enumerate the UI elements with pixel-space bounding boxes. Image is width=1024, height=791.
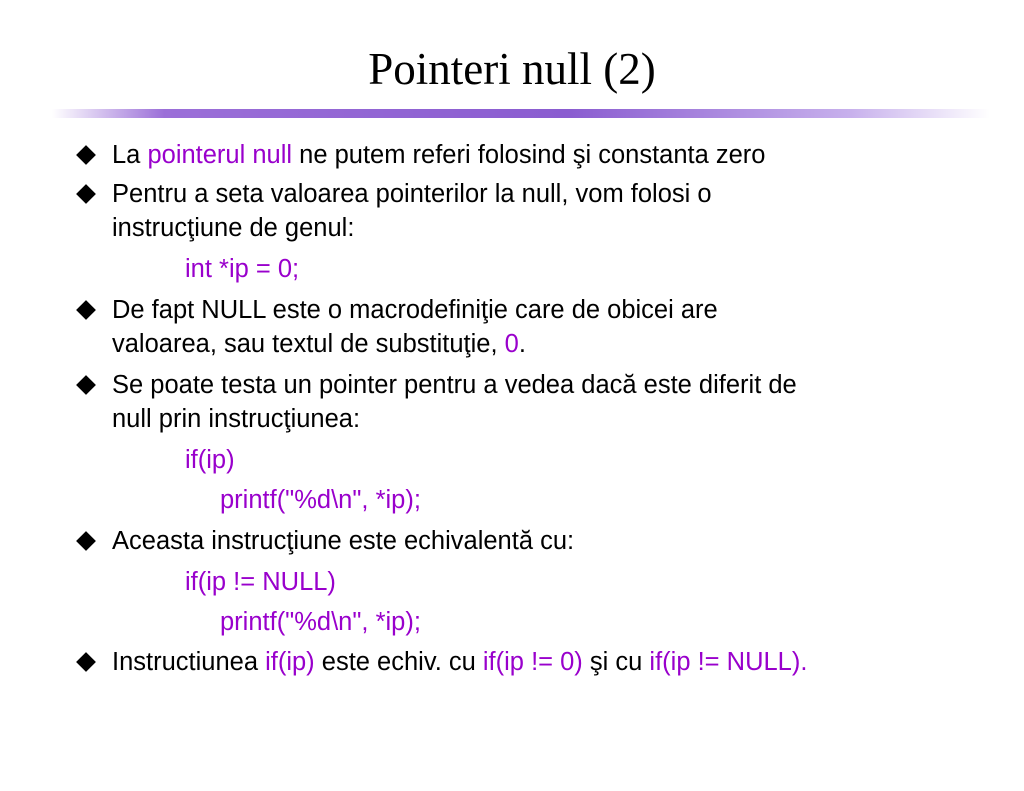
- bullet-2-line-2: instrucţiune de genul:: [112, 214, 355, 242]
- text-run: este echiv. cu: [314, 648, 483, 676]
- diamond-bullet-icon: [76, 652, 96, 672]
- highlight-run: if(ip): [265, 648, 315, 676]
- diamond-bullet-icon: [76, 531, 96, 551]
- text-run: ne putem referi folosind şi constanta zero: [292, 141, 766, 169]
- highlight-run: 0: [504, 330, 519, 358]
- text-run: Instructiunea: [112, 648, 266, 676]
- bullet-1-text: [112, 138, 765, 172]
- diamond-bullet-icon: [76, 300, 96, 320]
- diamond-bullet-icon: [76, 145, 96, 165]
- bullet-4-line-2: null prin instrucţiunea:: [112, 405, 361, 433]
- code-line: printf("%d\n", *ip);: [220, 608, 421, 636]
- slide-title: Pointeri null (2): [368, 44, 656, 94]
- code-line: printf("%d\n", *ip);: [220, 486, 421, 514]
- code-line: int *ip = 0;: [185, 255, 300, 283]
- diamond-bullet-icon: [76, 184, 96, 204]
- code-line: if(ip != NULL): [185, 568, 336, 596]
- bullet-2-line-1: Pentru a seta valoarea pointerilor la null, vom folosi o: [112, 180, 712, 208]
- text-run: La: [112, 141, 148, 169]
- text-run: şi cu: [582, 648, 650, 676]
- text-run: .: [518, 330, 526, 358]
- text-run: valoarea, sau textul de substituţie,: [112, 330, 505, 358]
- bullet-3-line-1: De fapt NULL este o macrodefiniţie care de obicei are: [112, 296, 718, 324]
- diamond-bullet-icon: [76, 375, 96, 395]
- bullet-6-text: [112, 645, 807, 679]
- highlight-run: if(ip != 0): [482, 648, 583, 676]
- bullet-5-text: Aceasta instrucţiune este echivalentă cu:: [112, 527, 575, 555]
- bullet-4-line-1: Se poate testa un pointer pentru a vedea dacă este diferit de: [112, 371, 797, 399]
- highlight-run: if(ip != NULL).: [649, 648, 808, 676]
- highlight-run: pointerul null: [147, 141, 293, 169]
- code-line: if(ip): [185, 446, 235, 474]
- bullet-3-line-2: [112, 327, 526, 361]
